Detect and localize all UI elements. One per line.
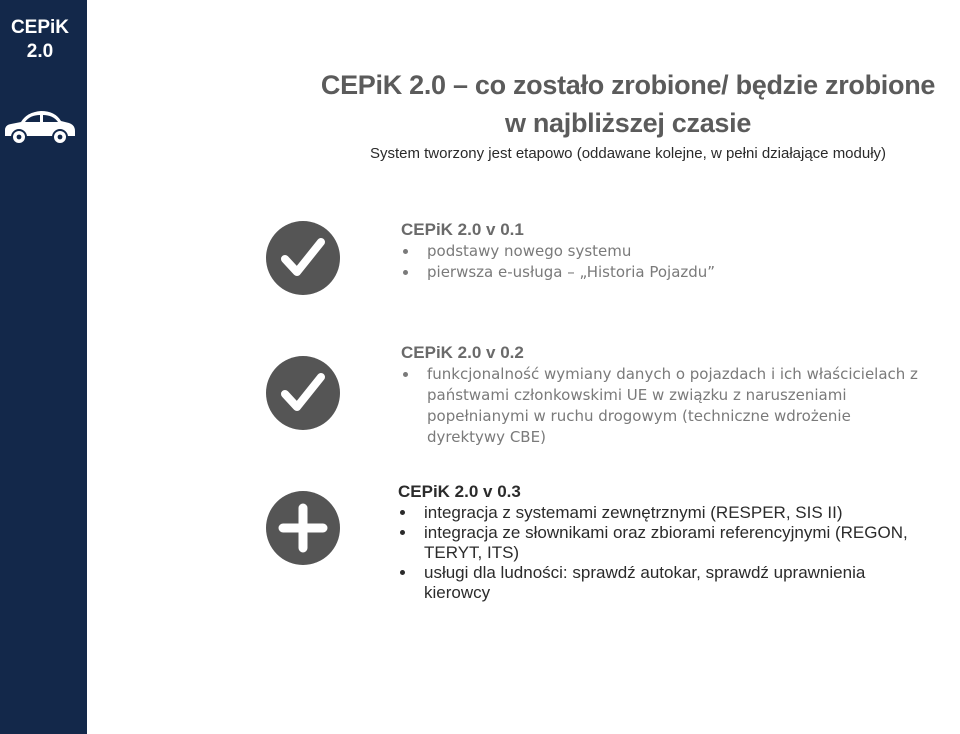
list-item: podstawy nowego systemu	[401, 241, 921, 262]
logo-line-1: CEPiK	[10, 17, 70, 38]
slide-subtitle: System tworzony jest etapowo (oddawane kolejne, w pełni działające moduły)	[369, 145, 887, 162]
checkmark-circle-icon	[266, 221, 340, 295]
logo-line-2: 2.0	[26, 41, 54, 62]
logo-text	[0, 16, 80, 64]
list-item: integracja ze słownikami oraz zbiorami referencyjnymi (REGON, TERYT, ITS)	[398, 523, 912, 563]
release-v01	[401, 219, 921, 283]
list-item: usługi dla ludności: sprawdź autokar, sprawdź uprawnienia kierowcy	[398, 563, 912, 603]
list-item: pierwsza e-usługa – „Historia Pojazdu”	[401, 262, 921, 283]
slide-title-line-1: CEPiK 2.0 – co zostało zrobione/ będzie zrobione	[320, 70, 936, 100]
slide-title-line-2: w najbliższej czasie	[504, 108, 752, 138]
slide-title	[296, 66, 960, 142]
plus-circle-icon	[266, 491, 340, 565]
release-title: CEPiK 2.0 v 0.1	[401, 220, 524, 239]
release-v03	[398, 481, 912, 603]
release-items	[401, 241, 921, 283]
release-v02	[401, 342, 927, 448]
list-item: integracja z systemami zewnętrznymi (RESPER, SIS II)	[398, 503, 912, 523]
release-title: CEPiK 2.0 v 0.2	[401, 343, 524, 362]
checkmark-circle-icon	[266, 356, 340, 430]
car-icon	[3, 106, 77, 148]
release-items	[401, 364, 927, 448]
release-items	[398, 503, 912, 603]
sidebar	[0, 0, 87, 734]
list-item: funkcjonalność wymiany danych o pojazdach i ich właścicielach z państwami członkowskimi UE w związku z naruszeniami popełnianymi w ruchu drogowym (techniczne wdrożenie dyrektywy CBE)	[401, 364, 927, 448]
release-title: CEPiK 2.0 v 0.3	[398, 482, 521, 501]
